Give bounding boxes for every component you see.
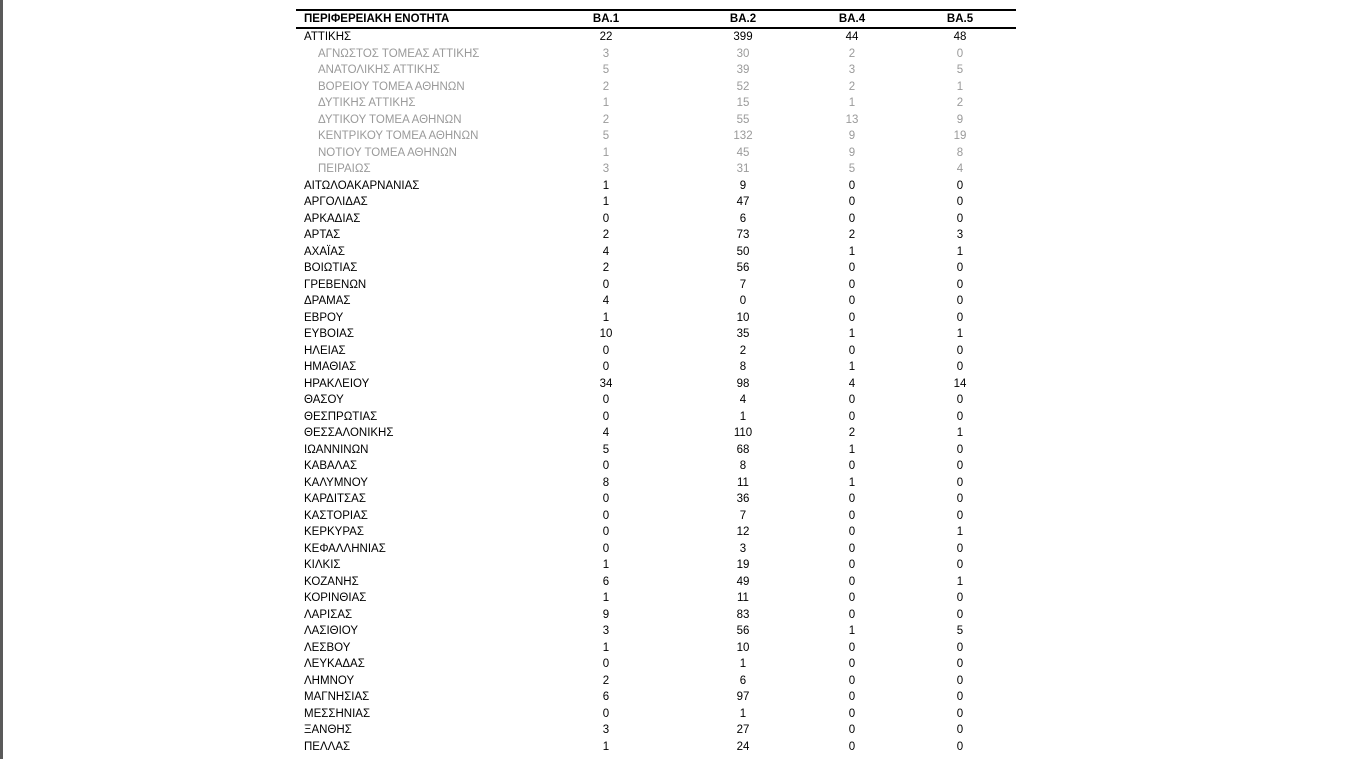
table-row [296, 491, 1016, 508]
ba4-cell: 0 [848, 707, 856, 720]
ba1-cell: 6 [602, 575, 610, 588]
table-row [296, 359, 1016, 376]
header-ba4: BA.4 [838, 13, 866, 25]
ba5-cell: 0 [956, 592, 964, 604]
region-name-cell: ΑΝΑΤΟΛΙΚΗΣ ΑΤΤΙΚΗΣ [318, 64, 441, 76]
ba1-cell: 0 [602, 526, 610, 538]
ba2-cell: 6 [739, 212, 747, 225]
table-row [296, 376, 1016, 393]
ba4-cell: 1 [848, 97, 856, 109]
region-name-cell: ΚΑΡΔΙΤΣΑΣ [304, 493, 366, 505]
ba5-cell: 0 [956, 707, 964, 720]
region-name-cell: ΑΙΤΩΛΟΑΚΑΡΝΑΝΙΑΣ [304, 179, 420, 192]
ba1-cell: 5 [602, 443, 610, 456]
region-name-cell: ΝΟΤΙΟΥ ΤΟΜΕΑ ΑΘΗΝΩΝ [318, 146, 457, 159]
table-body [296, 29, 1016, 755]
ba5-cell: 5 [956, 64, 964, 76]
table-row [296, 508, 1016, 525]
region-name-cell: ΕΥΒΟΙΑΣ [304, 328, 354, 340]
ba4-cell: 0 [848, 493, 856, 505]
subregion-row [296, 145, 1016, 162]
ba1-cell: 1 [602, 592, 610, 604]
ba4-cell: 0 [848, 179, 856, 192]
ba2-cell: 15 [736, 97, 750, 109]
table-row [296, 475, 1016, 492]
ba2-cell: 36 [736, 493, 750, 505]
ba2-cell: 55 [736, 113, 750, 126]
ba5-cell: 0 [956, 674, 964, 687]
region-name-cell: ΔΥΤΙΚΟΥ ΤΟΜΕΑ ΑΘΗΝΩΝ [318, 113, 462, 126]
table-row [296, 722, 1016, 739]
header-ba5: BA.5 [946, 13, 974, 25]
ba2-cell: 98 [736, 377, 750, 390]
ba4-cell: 2 [848, 47, 856, 60]
ba2-cell: 83 [736, 608, 750, 621]
ba5-cell: 0 [956, 608, 964, 621]
ba5-cell: 0 [956, 740, 964, 753]
ba4-cell: 44 [845, 31, 859, 43]
table-row [296, 607, 1016, 624]
ba4-cell: 0 [848, 278, 856, 291]
ba4-cell: 9 [848, 130, 856, 142]
ba2-cell: 56 [736, 625, 750, 637]
region-name-cell: ΛΗΜΝΟΥ [304, 674, 355, 687]
ba4-cell: 0 [848, 196, 856, 208]
ba4-cell: 9 [848, 146, 856, 159]
ba4-cell: 0 [848, 740, 856, 753]
ba4-cell: 0 [848, 262, 856, 274]
ba5-cell: 1 [956, 328, 964, 340]
region-name-cell: ΕΒΡΟΥ [304, 311, 344, 324]
header-ba2: BA.2 [729, 13, 757, 25]
region-name-cell: ΑΧΑΪΑΣ [304, 245, 345, 258]
ba4-cell: 0 [848, 542, 856, 555]
ba1-cell: 4 [602, 427, 610, 439]
ba1-cell: 3 [602, 47, 610, 60]
ba2-cell: 45 [736, 146, 750, 159]
ba2-cell: 11 [737, 476, 749, 489]
header-region: ΠΕΡΙΦΕΡΕΙΑΚΗ ΕΝΟΤΗΤΑ [304, 13, 450, 25]
ba1-cell: 3 [602, 163, 610, 175]
subregion-row [296, 46, 1016, 63]
ba1-cell: 1 [602, 146, 610, 159]
ba4-cell: 0 [848, 295, 856, 307]
region-name-cell: ΛΑΣΙΘΙΟΥ [304, 625, 359, 637]
ba4-cell: 0 [848, 460, 856, 472]
ba2-cell: 1 [739, 410, 747, 423]
ba5-cell: 48 [953, 31, 967, 43]
ba5-cell: 0 [956, 559, 964, 571]
ba5-cell: 5 [956, 625, 964, 637]
region-name-cell: ΚΟΖΑΝΗΣ [304, 575, 359, 588]
ba5-cell: 8 [956, 146, 964, 159]
ba2-cell: 399 [733, 31, 753, 43]
region-name-cell: ΜΕΣΣΗΝΙΑΣ [304, 707, 371, 720]
ba1-cell: 0 [602, 509, 610, 522]
ba5-cell: 0 [956, 47, 964, 60]
ba5-cell: 3 [956, 229, 964, 241]
table-header-row [296, 9, 1016, 29]
ba2-cell: 8 [739, 460, 747, 472]
ba4-cell: 1 [848, 625, 856, 637]
ba1-cell: 0 [602, 410, 610, 423]
region-name-cell: ΛΕΣΒΟΥ [304, 641, 351, 654]
table-row [296, 211, 1016, 228]
ba5-cell: 0 [956, 509, 964, 522]
ba4-cell: 1 [848, 328, 856, 340]
region-name-cell: ΑΡΓΟΛΙΔΑΣ [304, 196, 368, 208]
subregion-row [296, 161, 1016, 178]
ba5-cell: 1 [956, 526, 964, 538]
ba1-cell: 1 [602, 97, 610, 109]
header-ba1: BA.1 [592, 13, 620, 25]
ba1-cell: 1 [602, 179, 610, 192]
ba4-cell: 0 [848, 691, 856, 703]
ba5-cell: 1 [956, 427, 964, 439]
subregion-row [296, 112, 1016, 129]
ba4-cell: 5 [848, 163, 856, 175]
ba2-cell: 30 [736, 47, 750, 60]
ba5-cell: 0 [956, 196, 964, 208]
ba1-cell: 4 [602, 295, 610, 307]
region-name-cell: ΚΟΡΙΝΘΙΑΣ [304, 592, 367, 604]
ba4-cell: 1 [848, 476, 856, 489]
ba1-cell: 0 [602, 460, 610, 472]
ba2-cell: 3 [739, 542, 747, 555]
table-row [296, 343, 1016, 360]
ba2-cell: 73 [736, 229, 750, 241]
ba2-cell: 31 [736, 163, 750, 175]
table-row [296, 739, 1016, 756]
ba2-cell: 6 [739, 674, 747, 687]
region-name-cell: ΜΑΓΝΗΣΙΑΣ [304, 691, 370, 703]
region-name-cell: ΘΕΣΣΑΛΟΝΙΚΗΣ [304, 427, 394, 439]
ba1-cell: 0 [602, 394, 610, 406]
ba1-cell: 2 [602, 229, 610, 241]
ba1-cell: 0 [602, 212, 610, 225]
ba2-cell: 7 [739, 278, 747, 291]
ba4-cell: 0 [848, 641, 856, 654]
region-name-cell: ΚΕΡΚΥΡΑΣ [304, 526, 364, 538]
ba5-cell: 0 [956, 295, 964, 307]
ba5-cell: 14 [953, 377, 967, 390]
table-row [296, 524, 1016, 541]
ba2-cell: 132 [733, 130, 753, 142]
region-name-cell: ΚΑΣΤΟΡΙΑΣ [304, 509, 368, 522]
ba5-cell: 0 [956, 493, 964, 505]
ba5-cell: 0 [956, 691, 964, 703]
region-name-cell: ΒΟΡΕΙΟΥ ΤΟΜΕΑ ΑΘΗΝΩΝ [318, 80, 465, 93]
ba1-cell: 1 [602, 740, 610, 753]
table-row [296, 689, 1016, 706]
ba5-cell: 0 [956, 394, 964, 406]
ba1-cell: 1 [602, 196, 610, 208]
ba5-cell: 4 [956, 163, 964, 175]
table-row [296, 244, 1016, 261]
ba4-cell: 0 [848, 509, 856, 522]
ba5-cell: 9 [956, 113, 964, 126]
region-name-cell: ΔΥΤΙΚΗΣ ΑΤΤΙΚΗΣ [318, 97, 416, 109]
ba1-cell: 5 [602, 130, 610, 142]
table-row [296, 29, 1016, 46]
region-name-cell: ΘΕΣΠΡΩΤΙΑΣ [304, 410, 378, 423]
ba1-cell: 22 [599, 31, 613, 43]
ba2-cell: 110 [733, 427, 753, 439]
ba1-cell: 0 [602, 278, 610, 291]
ba5-cell: 0 [956, 262, 964, 274]
ba4-cell: 0 [848, 592, 856, 604]
region-name-cell: ΚΙΛΚΙΣ [304, 559, 341, 571]
region-name-cell: ΒΟΙΩΤΙΑΣ [304, 262, 358, 274]
table-row [296, 409, 1016, 426]
subregion-row [296, 95, 1016, 112]
region-name-cell: ΠΕΙΡΑΙΩΣ [318, 163, 371, 175]
region-name-cell: ΑΡΤΑΣ [304, 229, 341, 241]
region-name-cell: ΗΡΑΚΛΕΙΟΥ [304, 377, 370, 390]
region-name-cell: ΛΕΥΚΑΔΑΣ [304, 658, 365, 670]
region-name-cell: ΙΩΑΝΝΙΝΩΝ [304, 443, 369, 456]
ba5-cell: 0 [956, 658, 964, 670]
region-name-cell: ΚΕΦΑΛΛΗΝΙΑΣ [304, 542, 386, 555]
table-row [296, 260, 1016, 277]
table-row [296, 227, 1016, 244]
region-name-cell: ΚΑΒΑΛΑΣ [304, 460, 358, 472]
ba4-cell: 2 [848, 80, 856, 93]
ba2-cell: 10 [736, 311, 750, 324]
ba1-cell: 1 [602, 311, 610, 324]
region-name-cell: ΘΑΣΟΥ [304, 394, 344, 406]
ba1-cell: 9 [602, 608, 610, 621]
ba1-cell: 0 [602, 658, 610, 670]
table-row [296, 277, 1016, 294]
ba5-cell: 0 [956, 212, 964, 225]
ba1-cell: 2 [602, 113, 610, 126]
ba5-cell: 0 [956, 344, 964, 357]
ba4-cell: 0 [848, 575, 856, 588]
ba2-cell: 1 [739, 658, 747, 670]
ba5-cell: 1 [956, 80, 964, 93]
ba1-cell: 1 [602, 559, 610, 571]
region-name-cell: ΛΑΡΙΣΑΣ [304, 608, 353, 621]
ba4-cell: 3 [848, 64, 856, 76]
ba4-cell: 0 [848, 724, 856, 736]
ba5-cell: 0 [956, 460, 964, 472]
table-row [296, 557, 1016, 574]
ba2-cell: 49 [736, 575, 750, 588]
ba2-cell: 0 [739, 295, 747, 307]
ba2-cell: 35 [736, 328, 750, 340]
ba5-cell: 0 [956, 724, 964, 736]
ba2-cell: 1 [739, 707, 747, 720]
ba2-cell: 97 [736, 691, 750, 703]
ba2-cell: 27 [736, 724, 750, 736]
ba4-cell: 4 [848, 377, 856, 390]
region-name-cell: ΚΑΛΥΜΝΟΥ [304, 476, 368, 489]
ba1-cell: 10 [599, 328, 613, 340]
table-row [296, 392, 1016, 409]
ba5-cell: 2 [956, 97, 964, 109]
table-row [296, 310, 1016, 327]
table-row [296, 425, 1016, 442]
table-row [296, 623, 1016, 640]
ba4-cell: 1 [848, 245, 856, 258]
ba4-cell: 1 [848, 361, 856, 373]
ba1-cell: 3 [602, 724, 610, 736]
table-row [296, 178, 1016, 195]
ba1-cell: 0 [602, 542, 610, 555]
ba4-cell: 0 [848, 311, 856, 324]
ba4-cell: 0 [848, 608, 856, 621]
ba5-cell: 0 [956, 410, 964, 423]
table-row [296, 326, 1016, 343]
ba5-cell: 1 [956, 245, 964, 258]
ba5-cell: 1 [956, 575, 964, 588]
ba4-cell: 0 [848, 394, 856, 406]
ba5-cell: 0 [956, 641, 964, 654]
ba1-cell: 6 [602, 691, 610, 703]
ba4-cell: 0 [848, 674, 856, 687]
region-name-cell: ΔΡΑΜΑΣ [304, 295, 351, 307]
ba1-cell: 5 [602, 64, 610, 76]
ba4-cell: 0 [848, 344, 856, 357]
region-name-cell: ΓΡΕΒΕΝΩΝ [304, 278, 367, 291]
region-name-cell: ΑΤΤΙΚΗΣ [304, 31, 352, 43]
ba1-cell: 8 [602, 476, 610, 489]
ba2-cell: 52 [736, 80, 750, 93]
ba1-cell: 0 [602, 493, 610, 505]
table-row [296, 656, 1016, 673]
ba2-cell: 47 [736, 196, 750, 208]
ba4-cell: 0 [848, 658, 856, 670]
region-name-cell: ΗΜΑΘΙΑΣ [304, 361, 357, 373]
ba4-cell: 0 [848, 212, 856, 225]
ba1-cell: 0 [602, 707, 610, 720]
ba4-cell: 13 [845, 113, 859, 126]
ba1-cell: 2 [602, 80, 610, 93]
region-name-cell: ΑΓΝΩΣΤΟΣ ΤΟΜΕΑΣ ΑΤΤΙΚΗΣ [318, 47, 480, 60]
ba2-cell: 10 [736, 641, 750, 654]
ba4-cell: 0 [848, 559, 856, 571]
subregion-row [296, 62, 1016, 79]
ba2-cell: 8 [739, 361, 747, 373]
ba2-cell: 68 [736, 443, 750, 456]
ba1-cell: 4 [602, 245, 610, 258]
ba2-cell: 11 [737, 592, 749, 604]
ba5-cell: 0 [956, 443, 964, 456]
table-row [296, 458, 1016, 475]
ba5-cell: 0 [956, 278, 964, 291]
ba5-cell: 0 [956, 542, 964, 555]
table-row [296, 442, 1016, 459]
ba2-cell: 4 [739, 394, 747, 406]
subregion-row [296, 79, 1016, 96]
region-name-cell: ΑΡΚΑΔΙΑΣ [304, 212, 361, 225]
table-row [296, 574, 1016, 591]
ba4-cell: 2 [848, 427, 856, 439]
ba2-cell: 7 [739, 509, 747, 522]
ba2-cell: 9 [739, 179, 747, 192]
ba4-cell: 2 [848, 229, 856, 241]
ba4-cell: 0 [848, 526, 856, 538]
ba5-cell: 0 [956, 476, 964, 489]
variant-cases-table [296, 9, 1016, 755]
table-row [296, 706, 1016, 723]
viewer-left-edge [0, 0, 3, 759]
ba1-cell: 2 [602, 674, 610, 687]
ba1-cell: 0 [602, 344, 610, 357]
region-name-cell: ΚΕΝΤΡΙΚΟΥ ΤΟΜΕΑ ΑΘΗΝΩΝ [318, 130, 479, 142]
table-row [296, 590, 1016, 607]
ba1-cell: 34 [599, 377, 613, 390]
region-name-cell: ΠΕΛΛΑΣ [304, 740, 351, 753]
table-row [296, 194, 1016, 211]
ba2-cell: 50 [736, 245, 750, 258]
ba1-cell: 0 [602, 361, 610, 373]
ba5-cell: 0 [956, 179, 964, 192]
ba1-cell: 3 [602, 625, 610, 637]
ba2-cell: 19 [736, 559, 750, 571]
ba1-cell: 2 [602, 262, 610, 274]
region-name-cell: ΞΑΝΘΗΣ [304, 724, 352, 736]
region-name-cell: ΗΛΕΙΑΣ [304, 344, 346, 357]
table-row [296, 293, 1016, 310]
ba2-cell: 39 [736, 64, 750, 76]
ba2-cell: 56 [736, 262, 750, 274]
ba5-cell: 0 [956, 311, 964, 324]
ba2-cell: 24 [736, 740, 750, 753]
ba5-cell: 0 [956, 361, 964, 373]
subregion-row [296, 128, 1016, 145]
ba4-cell: 0 [848, 410, 856, 423]
ba5-cell: 19 [953, 130, 967, 142]
table-row [296, 640, 1016, 657]
ba1-cell: 1 [602, 641, 610, 654]
ba4-cell: 1 [848, 443, 856, 456]
table-row [296, 541, 1016, 558]
ba2-cell: 2 [739, 344, 747, 357]
table-row [296, 673, 1016, 690]
ba2-cell: 12 [736, 526, 750, 538]
